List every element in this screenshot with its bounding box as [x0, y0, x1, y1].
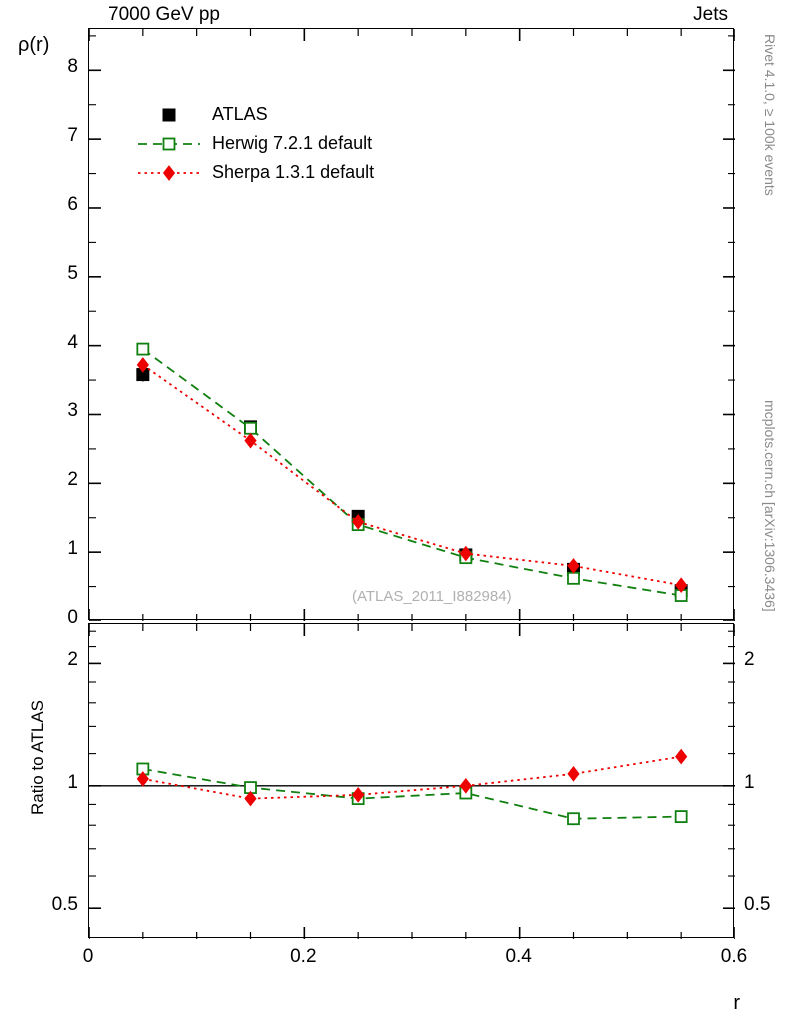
- main-y-tick-6: 6: [67, 193, 78, 215]
- series-line-1: [143, 349, 681, 595]
- ratio-series-line-0: [143, 769, 681, 819]
- legend-glyph-1: [164, 138, 175, 149]
- legend-item-2[interactable]: [136, 158, 374, 187]
- legend-glyph-0: [163, 109, 175, 121]
- ratio-y-axis-title: Ratio to ATLAS: [28, 700, 47, 815]
- x-tick-0: 0: [82, 946, 94, 967]
- ratio-y-tick-right-1: 1: [744, 771, 755, 793]
- main-y-tick-5: 5: [67, 262, 78, 284]
- data-point-1-0: [137, 344, 148, 355]
- legend-label-1: Herwig 7.2.1 default: [212, 133, 373, 153]
- mcplots-source-caption: mcplots.cern.ch [arXiv:1306.3436]: [762, 400, 778, 612]
- ratio-y-tick-right-0.5: 0.5: [744, 894, 771, 916]
- analysis-id-watermark: (ATLAS_2011_I882984): [352, 588, 512, 605]
- data-point-1-1: [245, 423, 256, 434]
- main-y-tick-0: 0: [67, 607, 78, 628]
- header-beam-label: 7000 GeV pp: [108, 4, 220, 25]
- x-tick-0.2: 0.2: [290, 946, 317, 967]
- main-y-tick-7: 7: [67, 125, 78, 147]
- rivet-version-caption: Rivet 4.1.0, ≥ 100k events: [762, 34, 778, 196]
- ratio-plot-canvas: [89, 624, 735, 939]
- legend-marker-2: [136, 163, 202, 183]
- x-tick-0.4: 0.4: [505, 946, 532, 967]
- legend: [136, 100, 374, 187]
- ratio-data-point-1-4: [568, 767, 579, 781]
- main-y-axis-title: ρ(r): [18, 34, 50, 56]
- ratio-y-tick-left-1: 1: [67, 771, 78, 793]
- ratio-series-line-1: [143, 757, 681, 799]
- legend-marker-1: [136, 134, 202, 154]
- ratio-data-point-0-4: [568, 813, 579, 824]
- ratio-data-point-1-5: [676, 750, 687, 764]
- x-axis-title: r: [733, 992, 740, 1014]
- ratio-y-tick-left-0.5: 0.5: [51, 894, 78, 916]
- series-line-2: [143, 365, 681, 585]
- main-y-tick-8: 8: [67, 56, 78, 78]
- data-point-2-1: [245, 434, 256, 448]
- ratio-y-tick-left-2: 2: [67, 649, 78, 671]
- legend-glyph-2: [164, 166, 175, 180]
- main-y-tick-1: 1: [67, 538, 78, 560]
- main-y-tick-2: 2: [67, 469, 78, 491]
- main-y-tick-4: 4: [67, 331, 78, 353]
- ratio-y-tick-right-2: 2: [744, 649, 755, 671]
- legend-item-1[interactable]: [136, 129, 374, 158]
- x-tick-0.6: 0.6: [720, 946, 748, 967]
- main-y-tick-3: 3: [67, 400, 78, 422]
- header-category-label: Jets: [693, 4, 728, 25]
- legend-item-0[interactable]: [136, 100, 374, 129]
- legend-label-0: ATLAS: [212, 104, 268, 124]
- ratio-plot-panel: [88, 623, 734, 938]
- legend-marker-0: [136, 105, 202, 125]
- legend-label-2: Sherpa 1.3.1 default: [212, 162, 375, 182]
- ratio-data-point-0-5: [676, 811, 687, 822]
- data-point-1-4: [568, 573, 579, 584]
